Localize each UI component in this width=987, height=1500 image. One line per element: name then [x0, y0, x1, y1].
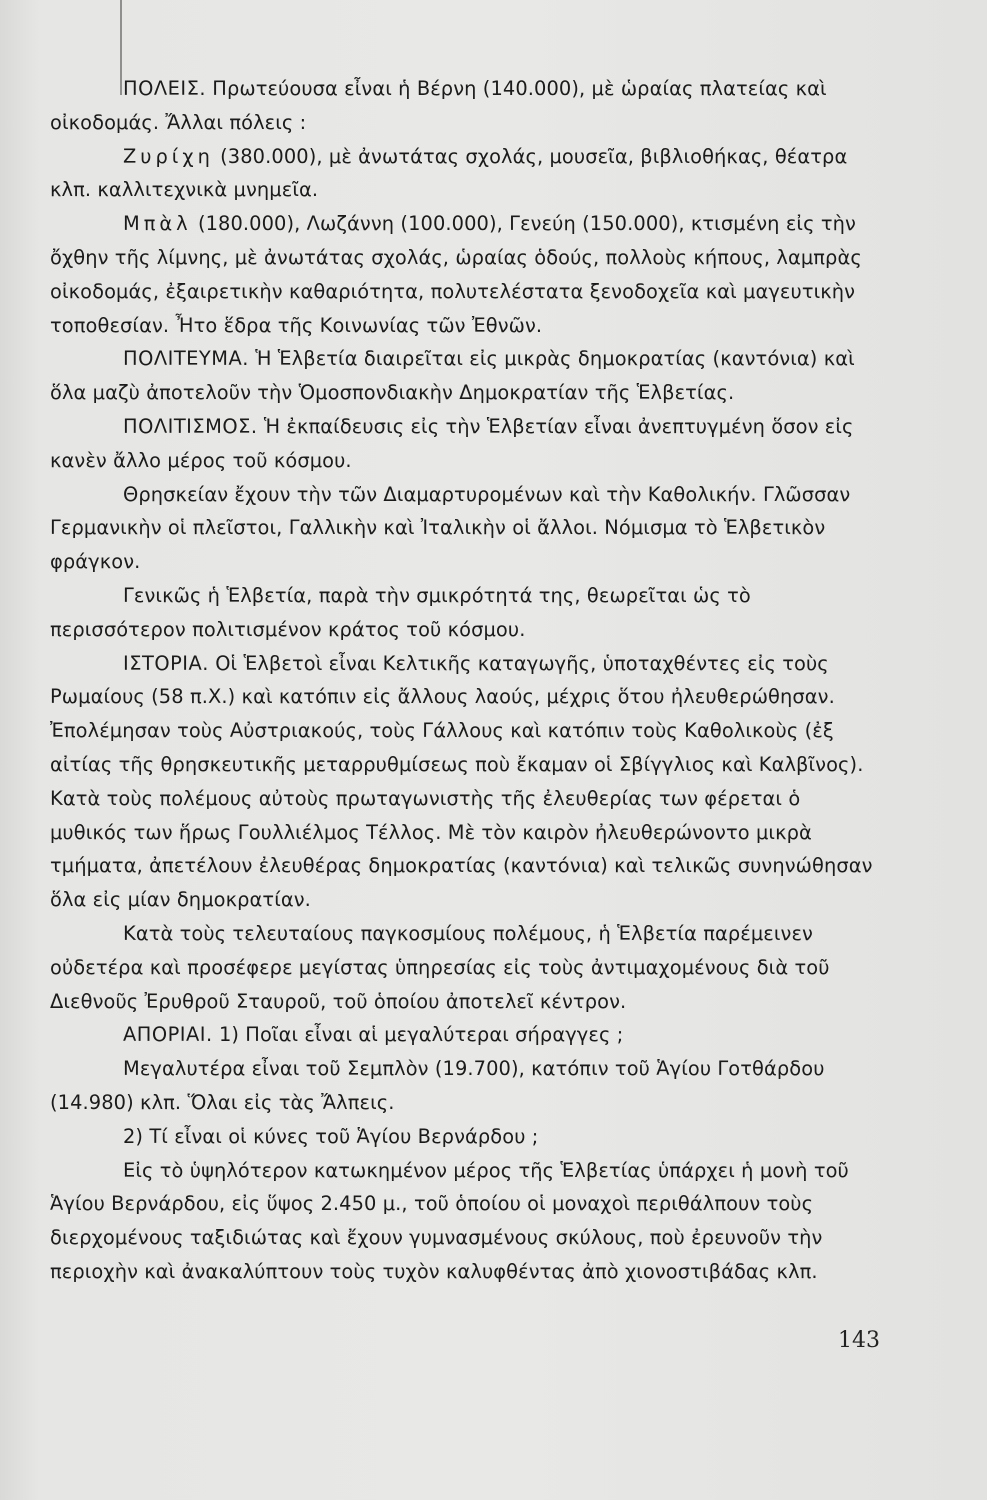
city-name: Μπὰλ [123, 212, 192, 236]
paragraph-polemoi [50, 917, 880, 1018]
section-heading: ΠΟΛΙΤΕΥΜΑ. [123, 347, 249, 371]
city-name: Ζυρίχη [123, 144, 214, 168]
page-text-block [50, 72, 880, 1289]
paragraph-answer-1 [50, 1052, 880, 1120]
page-number: 143 [838, 1328, 880, 1353]
paragraph-thriskeia [50, 478, 880, 579]
paragraph-istoria [50, 647, 880, 917]
paragraph-text: Ἡ Ἑλβετία διαιρεῖται εἰς μικρὰς δημοκρατίας (καντόνια) καὶ ὅλα μαζὺ ἀποτελοῦν τὴν Ὁμοσπονδιακὴν Δημοκρατίαν τῆς Ἑλβετίας. [50, 347, 855, 405]
paragraph-text: (380.000), μὲ ἀνωτάτας σχολάς, μουσεῖα, βιβλιοθήκας, θέατρα κλπ. καλλιτεχνικὰ μνημεῖα. [50, 144, 848, 202]
paragraph-text: (180.000), Λωζάννη (100.000), Γενεύη (150.000), κτισμένη εἰς τὴν ὄχθην τῆς λίμνης, μὲ ἀνωτάτας σχολάς, ὡραίας ὁδούς, πολλοὺς κήπους, λαμπρὰς οἰκοδομάς, ἐξαιρετικὴν καθαριότητα, πολυτελέστατα ξενοδοχεῖα καὶ μαγευτικὴν τοποθεσίαν. Ἦτο ἕδρα τῆς Κοινωνίας τῶν Ἐθνῶν. [50, 212, 862, 337]
paragraph-text: 2) Τί εἶναι οἱ κύνες τοῦ Ἁγίου Βερνάρδου ; [123, 1124, 539, 1148]
paragraph-aporiai [50, 1018, 880, 1052]
paragraph-text: 1) Ποῖαι εἶναι αἱ μεγαλύτεραι σήραγγες ; [218, 1023, 624, 1047]
paragraph-text: Πρωτεύουσα εἶναι ἡ Βέρνη (140.000), μὲ ὡραίας πλατείας καὶ οἰκοδομάς. Ἄλλαι πόλεις : [50, 77, 827, 134]
paragraph-zurich [50, 140, 880, 208]
paragraph-text: Κατὰ τοὺς τελευταίους παγκοσμίους πολέμους, ἡ Ἑλβετία παρέμεινεν οὐδετέρα καὶ προσέφερε μεγίστας ὑπηρεσίας εἰς τοὺς ἀντιμαχομένους διὰ τοῦ Διεθνοῦς Ἐρυθροῦ Σταυροῦ, τοῦ ὁποίου ἀποτελεῖ κέντρον. [50, 921, 830, 1013]
paragraph-text: Γενικῶς ἡ Ἑλβετία, παρὰ τὴν σμικρότητά της, θεωρεῖται ὡς τὸ περισσότερον πολιτισμένον κράτος τοῦ κόσμου. [50, 583, 751, 641]
paragraph-politismos [50, 410, 880, 478]
paragraph-basel [50, 207, 880, 342]
paragraph-politeuma [50, 342, 880, 410]
paragraph-text: Μεγαλυτέρα εἶναι τοῦ Σεμπλὸν (19.700), κατόπιν τοῦ Ἁγίου Γοτθάρδου (14.980) κλπ. Ὅλαι εἰς τὰς Ἄλπεις. [50, 1057, 825, 1114]
paragraph-answer-2 [50, 1154, 880, 1289]
paragraph-poleis [50, 72, 880, 140]
paragraph-text: Θρησκείαν ἔχουν τὴν τῶν Διαμαρτυρομένων καὶ τὴν Καθολικήν. Γλῶσσαν Γερμανικὴν οἱ πλεῖστοι, Γαλλικὴν καὶ Ἰταλικὴν οἱ ἄλλοι. Νόμισμα τὸ Ἑλβετικὸν φράγκον. [50, 482, 851, 574]
section-heading: ΑΠΟΡΙΑΙ. [123, 1023, 213, 1047]
paragraph-genikos [50, 579, 880, 647]
section-heading: ΙΣΤΟΡΙΑ. [123, 651, 209, 675]
section-heading: ΠΟΛΙΤΙΣΜΟΣ. [123, 414, 258, 438]
section-heading: ΠΟΛΕΙΣ. [123, 77, 206, 100]
paragraph-question-2 [50, 1120, 880, 1154]
paragraph-text: Εἰς τὸ ὑψηλότερον κατωκημένον μέρος τῆς Ἑλβετίας ὑπάρχει ἡ μονὴ τοῦ Ἁγίου Βερνάρδου, εἰς ὕψος 2.450 μ., τοῦ ὁποίου οἱ μοναχοὶ περιθάλπουν τοὺς διερχομένους ταξιδιώτας καὶ ἔχουν γυμνασμένους σκύλους, ποὺ ἐρευνοῦν τὴν περιοχὴν καὶ ἀνακαλύπτουν τοὺς τυχὸν καλυφθέντας ἀπὸ χιονοστιβάδας κλπ. [50, 1158, 849, 1283]
paragraph-text: Ἡ ἐκπαίδευσις εἰς τὴν Ἑλβετίαν εἶναι ἀνεπτυγμένη ὅσον εἰς κανὲν ἄλλο μέρος τοῦ κόσμου. [50, 414, 854, 472]
paragraph-text: Οἱ Ἑλβετοὶ εἶναι Κελτικῆς καταγωγῆς, ὑποταχθέντες εἰς τοὺς Ρωμαίους (58 π.Χ.) καὶ κατόπιν εἰς ἄλλους λαούς, μέχρις ὅτου ἠλευθερώθησαν. Ἐπολέμησαν τοὺς Αὐστριακούς, τοὺς Γάλλους καὶ κατόπιν τοὺς Καθολικοὺς (ἐξ αἰτίας τῆς θρησκευτικῆς μεταρρυθμίσεως ποὺ ἔκαμαν οἱ Σβίγγλιος καὶ Καλβῖνος). Κατὰ τοὺς πολέμους αὐτοὺς πρωταγωνιστὴς τῆς ἐλευθερίας των φέρεται ὁ μυθικός των ἥρως Γουλλιέλμος Τέλλος. Μὲ τὸν καιρὸν ἠλευθερώνοντο μικρὰ τμήματα, ἀπετέλουν ἐλευθέρας δημοκρατίας (καντόνια) καὶ τελικῶς συνηνώθησαν ὅλα εἰς μίαν δημοκρατίαν. [50, 651, 873, 912]
